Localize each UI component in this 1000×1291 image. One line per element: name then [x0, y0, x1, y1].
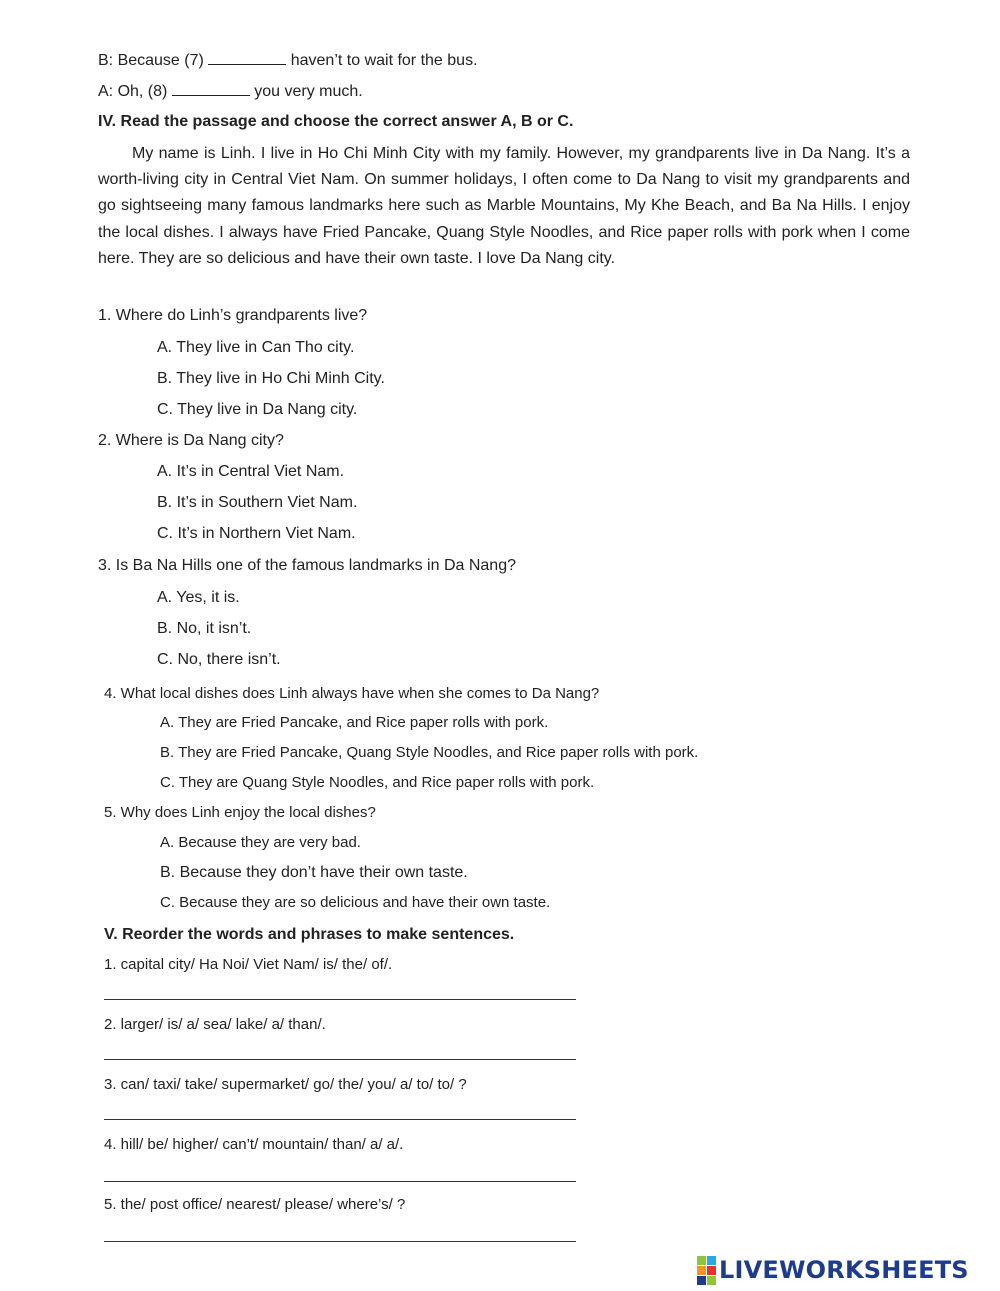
reorder-item-1: 1. capital city/ Ha Noi/ Viet Nam/ is/ the/ of/. — [104, 956, 393, 973]
question-1: 1. Where do Linh’s grandparents live? — [98, 307, 368, 324]
reorder-item-5: 5. the/ post office/ nearest/ please/ where’s/ ? — [104, 1196, 406, 1213]
dialogue-line-b: B: Because (7) haven’t to wait for the bus. — [98, 52, 478, 69]
answer-line-2[interactable] — [104, 1059, 576, 1060]
q1-option-b[interactable]: B. They live in Ho Chi Minh City. — [157, 370, 385, 387]
answer-line-3[interactable] — [104, 1119, 576, 1120]
logo-square-6 — [707, 1276, 716, 1285]
logo-square-5 — [697, 1276, 706, 1285]
q2-option-a[interactable]: A. It’s in Central Viet Nam. — [157, 463, 345, 480]
section-5-heading: V. Reorder the words and phrases to make sentences. — [104, 926, 515, 943]
q5-option-b[interactable]: B. Because they don’t have their own taste. — [160, 864, 468, 881]
answer-line-4[interactable] — [104, 1181, 576, 1182]
reorder-item-4: 4. hill/ be/ higher/ can’t/ mountain/ than/ a/ a/. — [104, 1136, 404, 1153]
q2-option-b[interactable]: B. It’s in Southern Viet Nam. — [157, 494, 358, 511]
q2-option-c[interactable]: C. It’s in Northern Viet Nam. — [157, 525, 356, 542]
q4-option-c[interactable]: C. They are Quang Style Noodles, and Rice paper rolls with pork. — [160, 774, 595, 791]
q3-option-a[interactable]: A. Yes, it is. — [157, 589, 240, 606]
liveworksheets-logo-icon — [697, 1256, 716, 1285]
blank-8[interactable] — [172, 81, 250, 96]
reorder-item-2: 2. larger/ is/ a/ sea/ lake/ a/ than/. — [104, 1016, 326, 1033]
logo-square-1 — [697, 1256, 706, 1265]
q5-option-a[interactable]: A. Because they are very bad. — [160, 834, 361, 851]
q1-option-a[interactable]: A. They live in Can Tho city. — [157, 339, 355, 356]
reorder-item-3: 3. can/ taxi/ take/ supermarket/ go/ the/ you/ a/ to/ to/ ? — [104, 1076, 467, 1093]
question-3: 3. Is Ba Na Hills one of the famous landmarks in Da Nang? — [98, 557, 516, 574]
answer-line-5[interactable] — [104, 1241, 576, 1242]
answer-line-1[interactable] — [104, 999, 576, 1000]
q4-option-b[interactable]: B. They are Fried Pancake, Quang Style Noodles, and Rice paper rolls with pork. — [160, 744, 699, 761]
q4-option-a[interactable]: A. They are Fried Pancake, and Rice paper rolls with pork. — [160, 714, 549, 731]
q5-option-c[interactable]: C. Because they are so delicious and have their own taste. — [160, 894, 551, 911]
logo-square-3 — [697, 1266, 706, 1275]
logo-square-2 — [707, 1256, 716, 1265]
reading-passage: My name is Linh. I live in Ho Chi Minh City with my family. However, my grandparents live in Da Nang. It’s a worth-living city in Central Viet Nam. On summer holidays, I often come to Da Nang to visit my grandparents and go sightseeing many famous landmarks here such as Marble Mountains, My Khe Beach, and Ba Na Hills. I enjoy the local dishes. I always have Fried Pancake, Quang Style Noodles, and Rice paper rolls with pork when I come here. They are so delicious and have their own taste. I love Da Nang city. — [98, 145, 910, 267]
logo-text: LIVEWORKSHEETS — [719, 1256, 969, 1284]
question-2: 2. Where is Da Nang city? — [98, 432, 284, 449]
q3-option-b[interactable]: B. No, it isn’t. — [157, 620, 252, 637]
question-4: 4. What local dishes does Linh always have when she comes to Da Nang? — [104, 685, 600, 702]
q3-option-c[interactable]: C. No, there isn’t. — [157, 651, 281, 668]
question-5: 5. Why does Linh enjoy the local dishes? — [104, 804, 376, 821]
section-4-heading: IV. Read the passage and choose the correct answer A, B or C. — [98, 113, 574, 130]
blank-7[interactable] — [208, 50, 286, 65]
q1-option-c[interactable]: C. They live in Da Nang city. — [157, 401, 358, 418]
logo-square-4 — [707, 1266, 716, 1275]
liveworksheets-logo — [697, 1255, 969, 1285]
dialogue-line-a: A: Oh, (8) you very much. — [98, 83, 363, 100]
